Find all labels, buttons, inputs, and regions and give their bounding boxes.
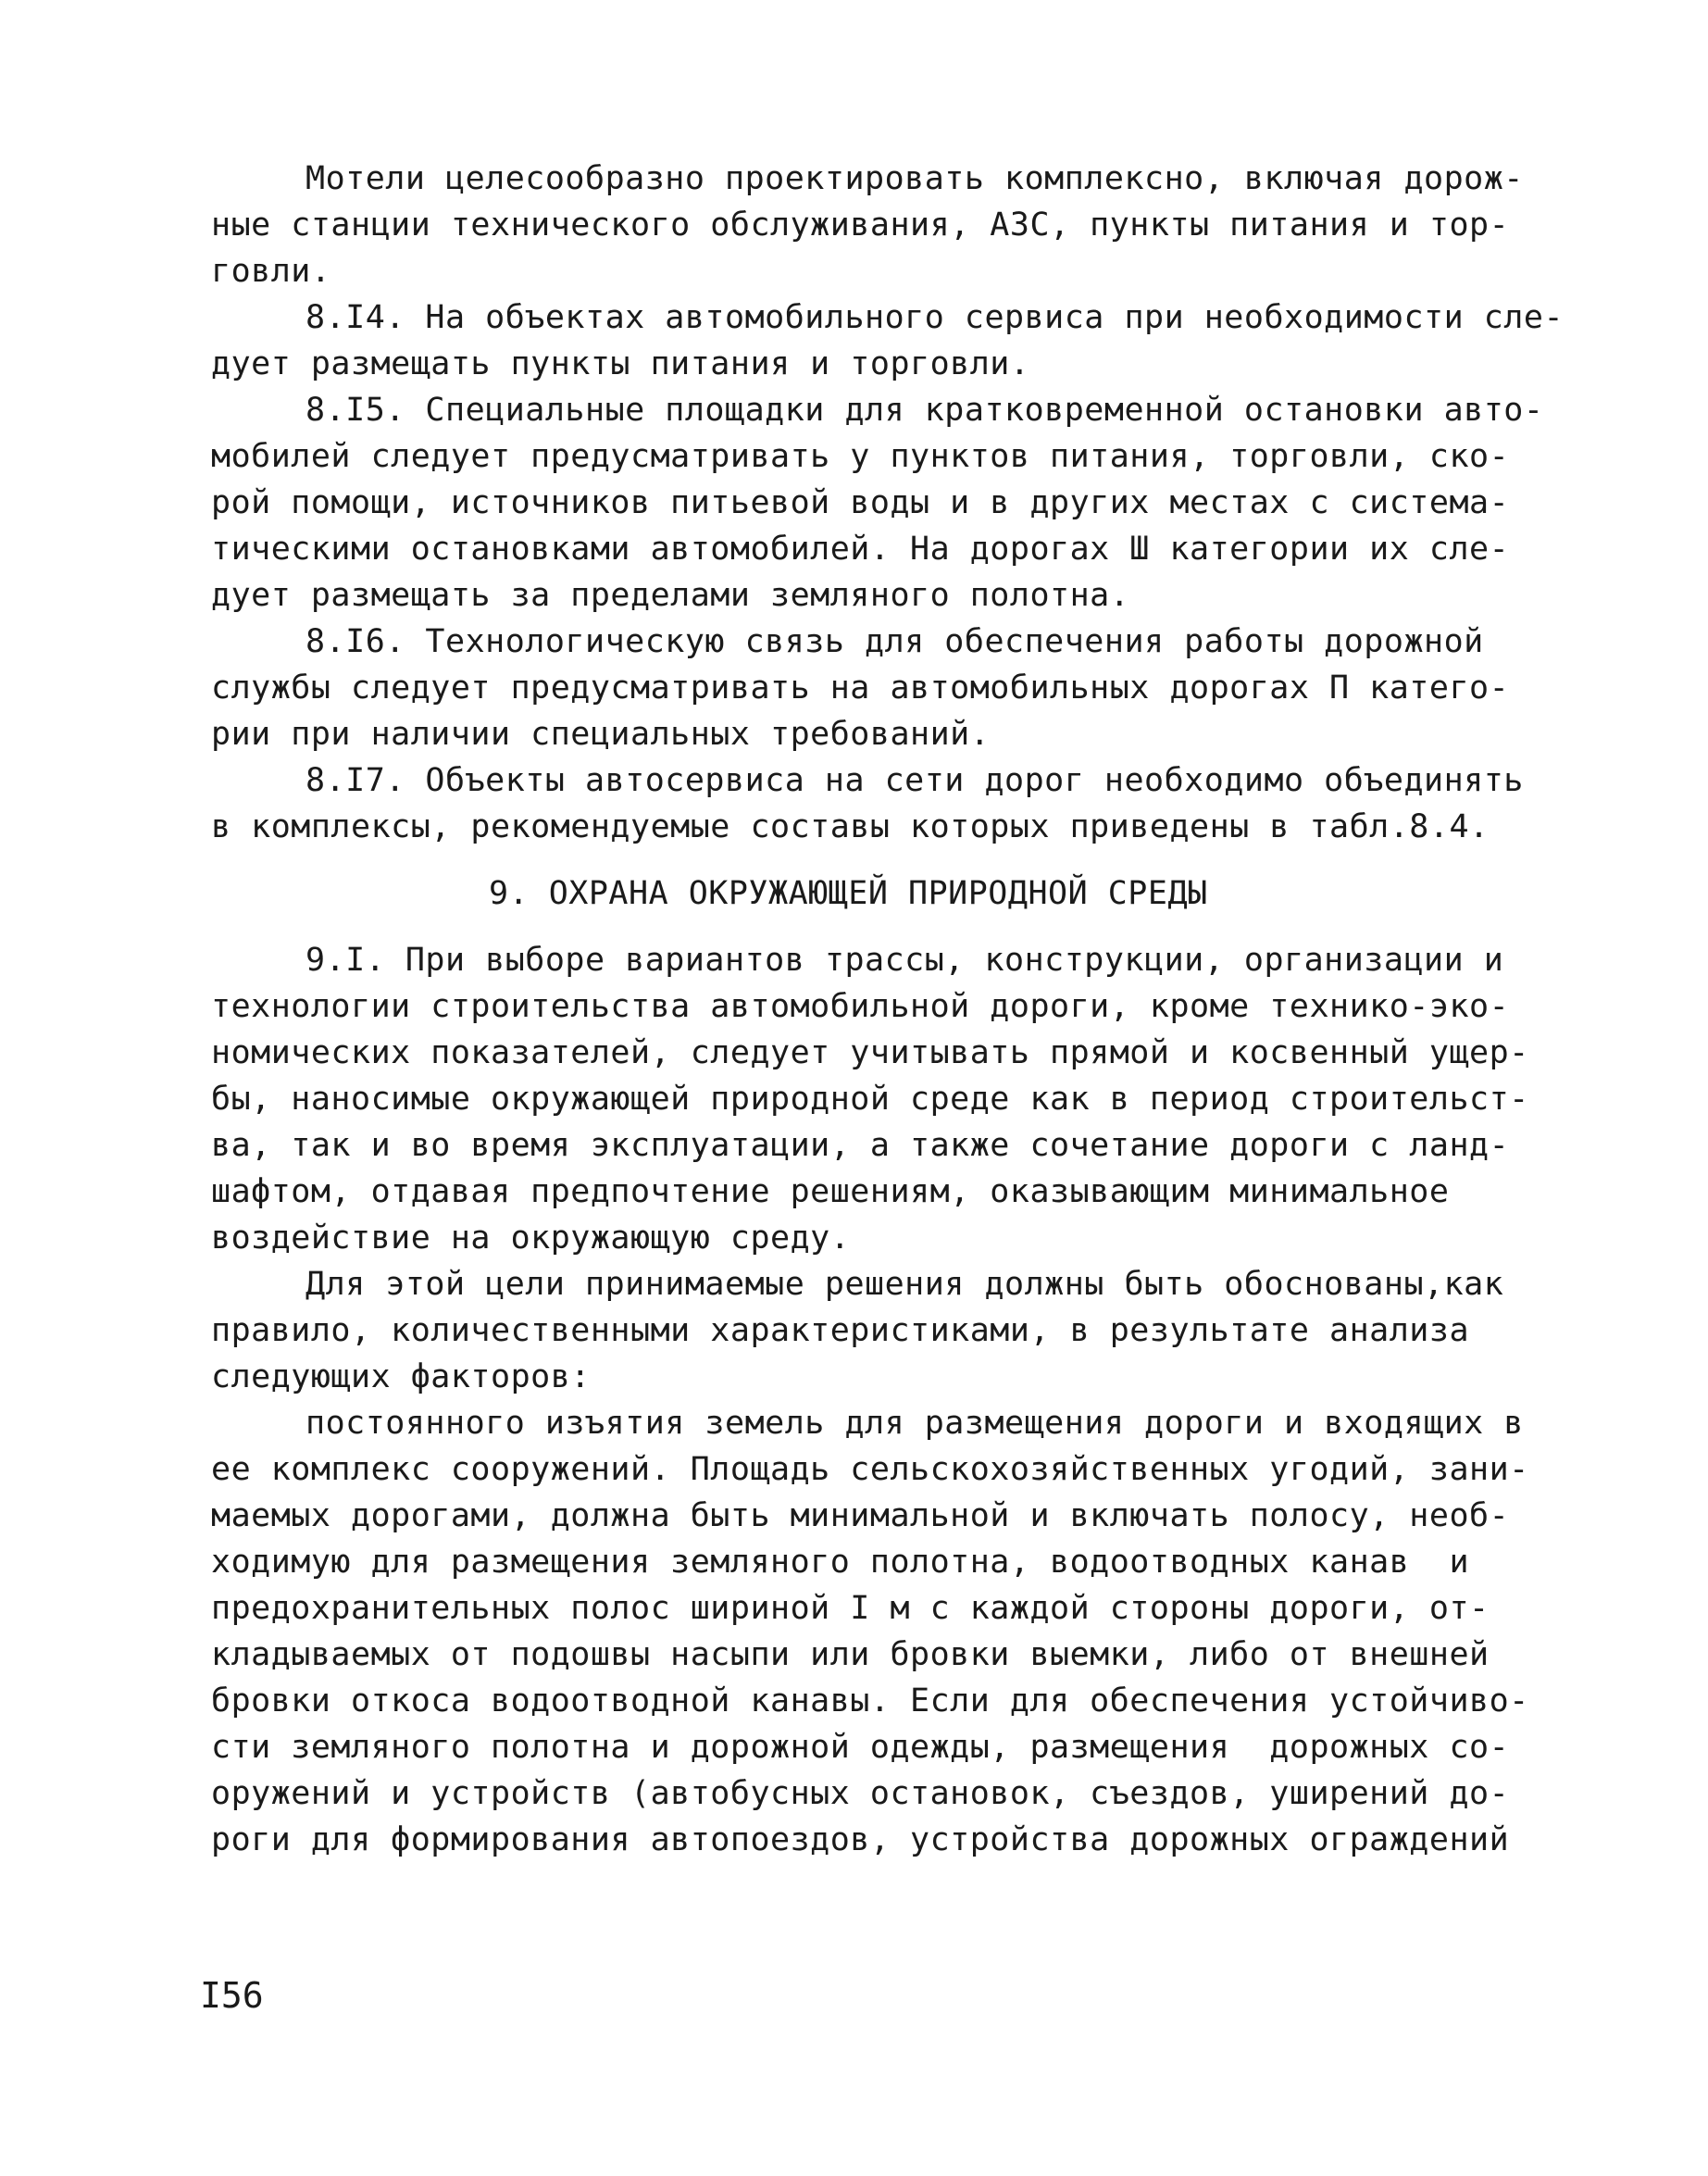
text-line: 8.I5. Специальные площадки для кратковременной остановки авто- bbox=[305, 392, 1544, 429]
text-line: сти земляного полотна и дорожной одежды, размещения дорожных со- bbox=[211, 1729, 1510, 1766]
text-line: роги для формирования автопоездов, устройства дорожных ограждений bbox=[211, 1821, 1510, 1858]
text-line: в комплексы, рекомендуемые составы которых приведены в табл.8.4. bbox=[211, 808, 1490, 845]
text-line: правило, количественными характеристиками, в результате анализа bbox=[211, 1312, 1470, 1349]
text-line: 8.I4. На объектах автомобильного сервиса при необходимости сле- bbox=[305, 299, 1565, 336]
section-heading: 9. ОХРАНА ОКРУЖАЮЩЕЙ ПРИРОДНОЙ СРЕДЫ bbox=[489, 875, 1208, 912]
text-line: 8.I7. Объекты автосервиса на сети дорог необходимо объединять bbox=[305, 762, 1524, 799]
text-line: маемых дорогами, должна быть минимальной и включать полосу, необ- bbox=[211, 1497, 1510, 1534]
body-text bbox=[211, 156, 1565, 1863]
text-line: Мотели целесообразно проектировать комплексно, включая дорож- bbox=[305, 160, 1524, 197]
text-line: ее комплекс сооружений. Площадь сельскохозяйственных угодий, зани- bbox=[211, 1451, 1529, 1488]
page-number: I56 bbox=[200, 1975, 264, 2016]
text-line: ва, так и во время эксплуатации, а также сочетание дороги с ланд- bbox=[211, 1127, 1510, 1164]
text-line: дует размещать за пределами земляного полотна. bbox=[211, 577, 1130, 614]
text-line: шафтом, отдавая предпочтение решениям, оказывающим минимальное bbox=[211, 1173, 1450, 1210]
text-line: службы следует предусматривать на автомобильных дорогах П катего- bbox=[211, 669, 1510, 707]
text-line: оружений и устройств (автобусных остановок, съездов, уширений до- bbox=[211, 1775, 1510, 1812]
text-line: дует размещать пункты питания и торговли. bbox=[211, 345, 1030, 382]
text-line: предохранительных полос шириной I м с каждой стороны дороги, от- bbox=[211, 1590, 1490, 1627]
text-line: ходимую для размещения земляного полотна, водоотводных канав и bbox=[211, 1544, 1470, 1581]
text-line: воздействие на окружающую среду. bbox=[211, 1219, 851, 1257]
text-line: рой помощи, источников питьевой воды и в других местах с система- bbox=[211, 484, 1510, 521]
text-line: Для этой цели принимаемые решения должны быть обоснованы,как bbox=[305, 1266, 1504, 1303]
text-line: ные станции технического обслуживания, АЗС, пункты питания и тор- bbox=[211, 206, 1510, 244]
text-line: кладываемых от подошвы насыпи или бровки выемки, либо от внешней bbox=[211, 1636, 1490, 1673]
text-line: бы, наносимые окружающей природной среде как в период строительст- bbox=[211, 1081, 1529, 1118]
text-line: бровки откоса водоотводной канавы. Если для обеспечения устойчиво- bbox=[211, 1682, 1529, 1720]
text-line: мобилей следует предусматривать у пунктов питания, торговли, ско- bbox=[211, 438, 1510, 475]
text-line: технологии строительства автомобильной дороги, кроме технико-эко- bbox=[211, 988, 1510, 1025]
text-line: следующих факторов: bbox=[211, 1358, 591, 1395]
text-line: тическими остановками автомобилей. На дорогах Ш категории их сле- bbox=[211, 531, 1510, 568]
text-line: 8.I6. Технологическую связь для обеспечения работы дорожной bbox=[305, 623, 1484, 660]
text-line: номических показателей, следует учитывать прямой и косвенный ущер- bbox=[211, 1034, 1529, 1071]
text-line: 9.I. При выборе вариантов трассы, конструкции, организации и bbox=[305, 942, 1504, 979]
text-line: говли. bbox=[211, 253, 331, 290]
text-line: постоянного изъятия земель для размещения дороги и входящих в bbox=[305, 1405, 1524, 1442]
text-line: рии при наличии специальных требований. bbox=[211, 716, 991, 753]
